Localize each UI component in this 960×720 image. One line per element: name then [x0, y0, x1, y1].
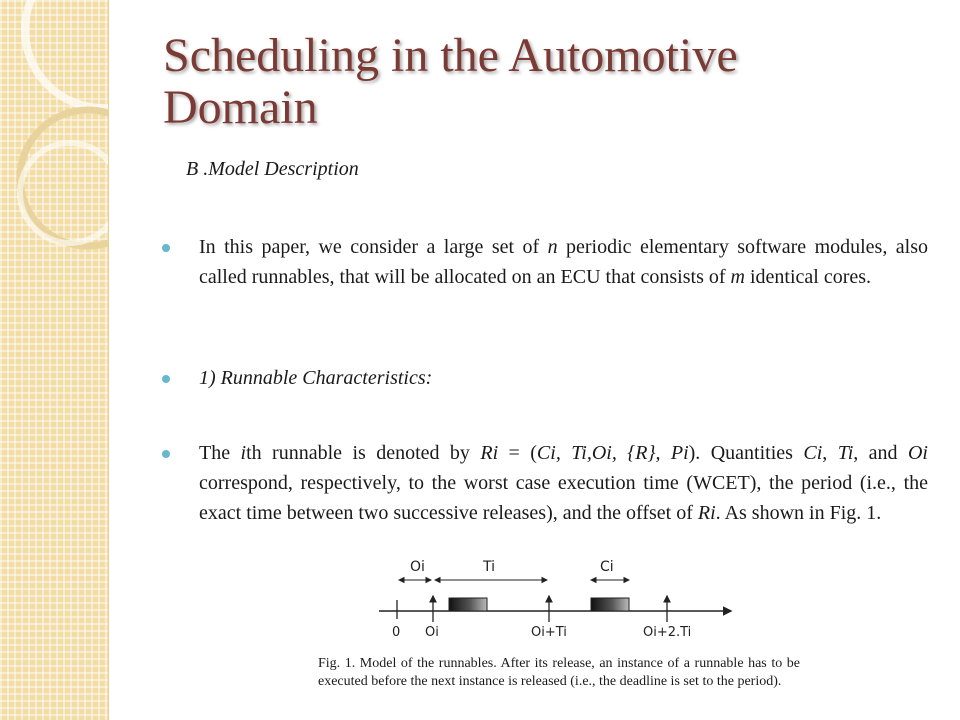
- text-segment: th runnable is denoted by: [246, 442, 481, 464]
- italic-term: i: [240, 442, 247, 464]
- origin-label: 0: [392, 625, 401, 640]
- italic-term: 1) Runnable Characteristics:: [199, 367, 433, 389]
- offset-label-top: Oi: [410, 559, 425, 575]
- release-label-2: Oi+Ti: [531, 625, 567, 640]
- bullet-runnable-definition: [162, 438, 928, 528]
- italic-term: Ri: [480, 442, 499, 464]
- italic-term: Ci: [803, 442, 823, 464]
- decorative-circles: [0, 0, 108, 720]
- bullet-marker: [162, 450, 170, 458]
- bullet-text: [199, 438, 928, 528]
- execution-box-1: [449, 598, 487, 611]
- execution-box-2: [591, 598, 629, 611]
- italic-term: n: [547, 236, 558, 258]
- text-segment: , and: [853, 442, 908, 464]
- bullet-text: [199, 232, 928, 292]
- wcet-label-top: Ci: [600, 559, 614, 575]
- slide-title: Scheduling in the Automotive Domain: [163, 29, 738, 134]
- italic-term: Ti: [837, 442, 854, 464]
- italic-term: Ci, Ti,Oi, {R}, Pi: [536, 442, 689, 464]
- text-segment: correspond, respectively, to the worst case execution time (WCET), the period (i.e., the exact time between two successive releases), and the offset of: [199, 472, 928, 524]
- text-segment: ,: [822, 442, 838, 464]
- figure-caption: Fig. 1. Model of the runnables. After its release, an instance of a runnable has to be executed before the next instance is released (i.e., the deadline is set to the period).: [318, 656, 800, 689]
- text-segment: periodic elementary software modules, also called runnables, that will be allocated on an ECU that consists of: [199, 236, 928, 288]
- text-segment: . As shown in Fig. 1.: [715, 502, 882, 524]
- text-segment: = (: [498, 442, 537, 464]
- period-label-top: Ti: [483, 559, 496, 575]
- text-segment: In this paper, we consider a large set of: [199, 236, 548, 258]
- text-segment: ). Quantities: [688, 442, 804, 464]
- runnable-timeline-figure: [375, 556, 735, 644]
- italic-term: Oi: [907, 442, 928, 464]
- text-segment: identical cores.: [744, 266, 872, 288]
- text-segment: The: [199, 442, 241, 464]
- decorative-side-panel: [0, 0, 109, 720]
- release-label-3: Oi+2.Ti: [643, 625, 692, 640]
- section-subheading: B .Model Description: [186, 158, 359, 180]
- italic-term: m: [730, 266, 745, 288]
- bullet-marker: [162, 244, 170, 252]
- bullet-runnable-characteristics: [162, 363, 928, 393]
- bullet-paper-scope: [162, 232, 928, 292]
- italic-term: Ri: [697, 502, 716, 524]
- bullet-marker: [162, 375, 170, 383]
- bullet-text: [199, 363, 928, 393]
- release-label-1: Oi: [425, 625, 439, 640]
